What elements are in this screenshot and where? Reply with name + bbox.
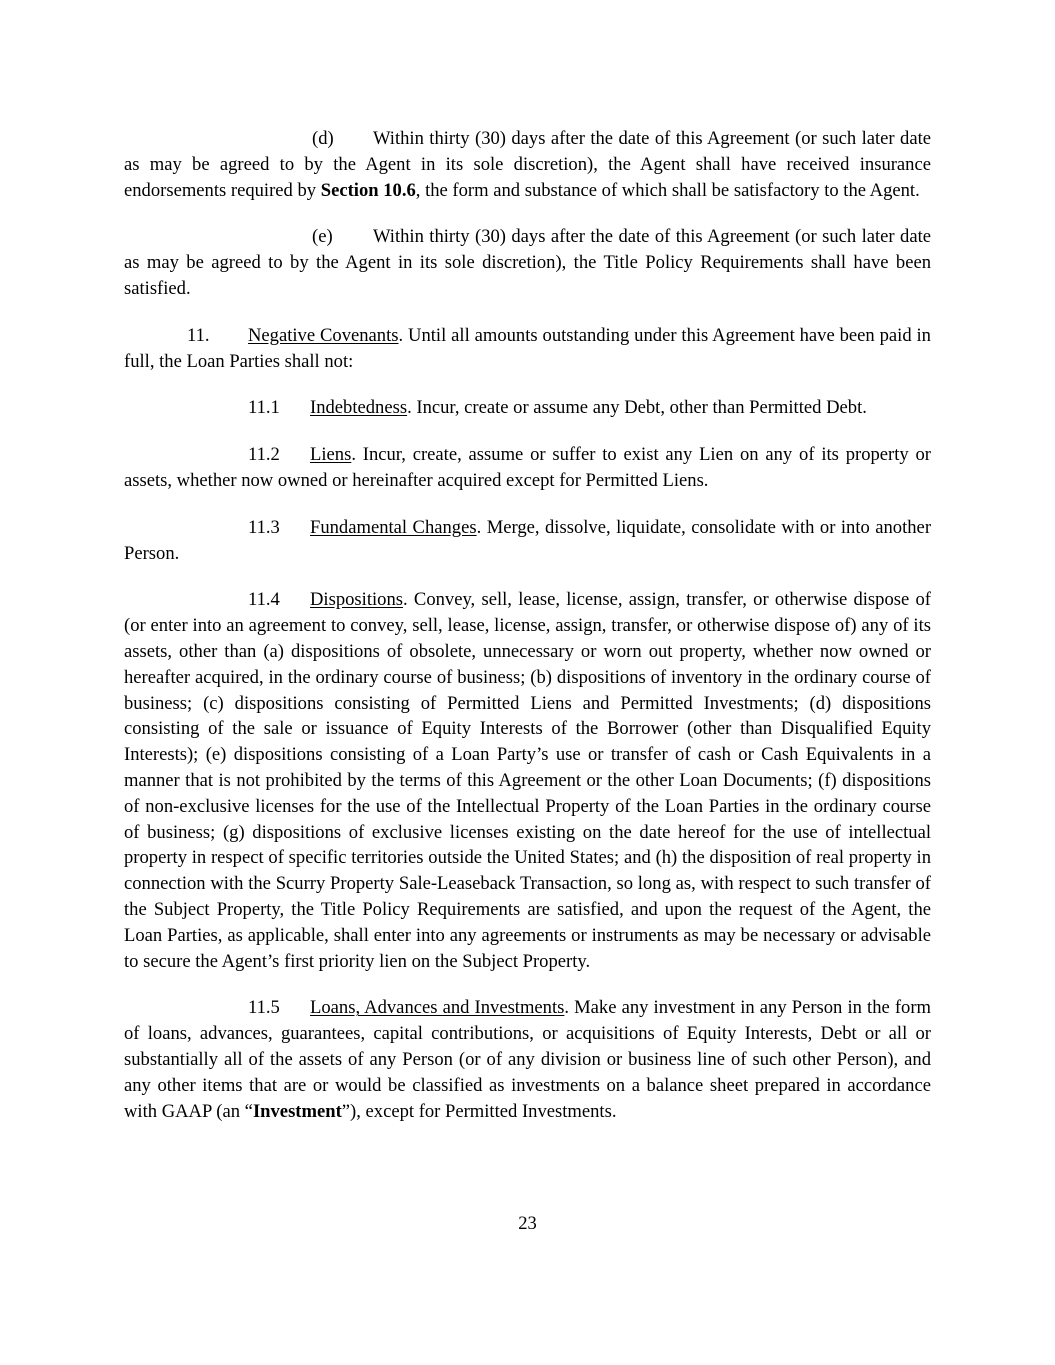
section-11-4 bbox=[124, 587, 931, 974]
section-11-3 bbox=[124, 515, 931, 567]
section-heading: Loans, Advances and Investments bbox=[310, 997, 565, 1019]
section-heading: Indebtedness bbox=[310, 397, 408, 419]
section-text: . Make any investment in any Person in the form of loans, advances, guarantees, capital contributions, or acquisitions of Equity Interests, Debt or all or substantially all of the assets of any Person (or of any division or business line of such other Person), and any other items that are or would be classified as investments on a balance sheet prepared in accordance with GAAP (an “ bbox=[124, 997, 931, 1122]
paragraph-text: Within thirty (30) days after the date of this Agreement (or such later date as may be agreed to by the Agent in its sole discretion), the Title Policy Requirements shall have been satisfied. bbox=[124, 226, 931, 299]
section-number: 11.4 bbox=[248, 589, 280, 611]
section-number: 11.2 bbox=[248, 444, 280, 466]
section-text: . Merge, dissolve, liquidate, consolidate with or into another Person. bbox=[124, 516, 932, 564]
page-number: 23 bbox=[518, 1213, 537, 1234]
section-text: . Until all amounts outstanding under this Agreement have been paid in full, the Loan Parties shall not: bbox=[124, 324, 931, 372]
section-reference: Section 10.6 bbox=[320, 179, 416, 201]
paragraph-text: , the form and substance of which shall be satisfactory to the Agent. bbox=[415, 179, 920, 201]
paragraph-text: Within thirty (30) days after the date of this Agreement (or such later date as may be agreed to by the Agent in its sole discretion), the Agent shall have received insurance endorsements required by bbox=[124, 128, 931, 201]
section-text: ”), except for Permitted Investments. bbox=[341, 1100, 617, 1122]
section-text: . Incur, create or assume any Debt, other than Permitted Debt. bbox=[407, 397, 867, 419]
paragraph-label: (e) bbox=[312, 226, 333, 248]
section-heading: Liens bbox=[310, 444, 352, 466]
section-11-5 bbox=[124, 995, 931, 1124]
defined-term: Investment bbox=[252, 1100, 342, 1122]
paragraph-d bbox=[124, 126, 931, 203]
paragraph-label: (d) bbox=[312, 128, 334, 149]
section-11-1 bbox=[124, 395, 931, 421]
section-text: . Convey, sell, lease, license, assign, transfer, or otherwise dispose of (or enter into an agreement to convey, sell, lease, license, assign, transfer, or otherwise dispose of) any of its assets, other than (a) dispositions of obsolete, unnecessary or worn out property, whether now owned or hereafter acquired, in the ordinary course of business; (b) dispositions of inventory in the ordinary course of business; (c) dispositions consisting of Permitted Liens and Permitted Investments; (d) dispositions consisting of the sale or issuance of Equity Interests of the Borrower (other than Disqualified Equity Interests); (e) dispositions consisting of a Loan Party’s use or transfer of cash or Cash Equivalents in a manner that is not prohibited by the terms of this Agreement or the other Loan Documents; (f) dispositions of non-exclusive licenses for the use of the Intellectual Property of the Loan Parties in the ordinary course of business; (g) dispositions of exclusive licenses existing on the date hereof for the use of intellectual property in respect of specific territories outside the United States; and (h) the disposition of real property in connection with the Scurry Property Sale-Leaseback Transaction, so long as, with respect to such transfer of the Subject Property, the Title Policy Requirements are satisfied, and upon the request of the Agent, the Loan Parties, as applicable, shall enter into any agreements or instruments as may be necessary or advisable to secure the Agent’s first priority lien on the Subject Property. bbox=[124, 589, 931, 972]
section-number: 11.3 bbox=[248, 516, 280, 538]
section-11 bbox=[124, 323, 931, 375]
section-heading: Dispositions bbox=[310, 589, 403, 611]
section-text: . Incur, create, assume or suffer to exist any Lien on any of its property or assets, whether now owned or hereinafter acquired except for Permitted Liens. bbox=[124, 444, 931, 491]
paragraph-e bbox=[124, 224, 931, 301]
section-heading: Fundamental Changes bbox=[310, 516, 477, 538]
section-heading: Negative Covenants bbox=[248, 324, 399, 346]
section-number: 11.5 bbox=[248, 997, 280, 1019]
section-number: 11. bbox=[187, 324, 210, 346]
section-11-2 bbox=[124, 442, 931, 494]
section-number: 11.1 bbox=[248, 397, 280, 419]
